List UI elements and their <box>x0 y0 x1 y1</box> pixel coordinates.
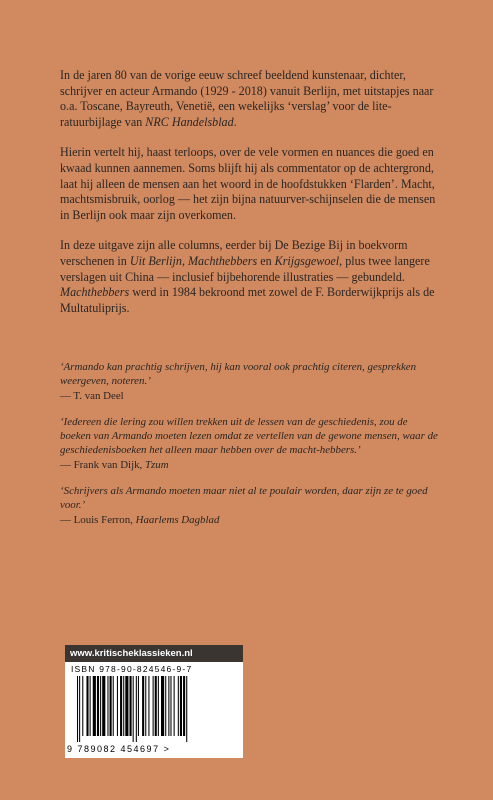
barcode-bar <box>174 676 175 736</box>
barcode-bar <box>183 676 185 736</box>
barcode-bar <box>136 676 137 742</box>
blurb-paragraph-2: Hierin vertelt hij, haast terloops, over de vele vormen en nuances die goed en kwaad kunnen aannemen. Soms blijft hij als commentator op de achtergrond, laat hij alleen de mensen aan het woord in de hoofdstukken ‘Flarden’. Macht, machtsmisbruik, oorlog — het zijn bijna natuurver-schijnselen die de mensen in Berlijn ook maar zijn overkomen. <box>60 145 436 222</box>
barcode-bar <box>138 676 139 736</box>
blurb-text: , <box>181 253 188 268</box>
quote-text: ‘Schrijvers als Armando moeten maar niet al te poulair worden, daar zijn ze te goed voor.’ <box>60 485 428 512</box>
review-quote <box>60 415 440 472</box>
blurb-text: , plus twee langere verslagen uit China — inclusief bijbehorende illustraties — gebundeld. <box>60 253 430 284</box>
newspaper-title: NRC Handelsblad <box>145 114 234 129</box>
barcode-bar <box>100 676 101 736</box>
quote-text: ‘Iedereen die lering zou willen trekken uit de lessen van de geschiedenis, zou de boeken van Armando moeten lezen omdat ze vertellen van de gewone mensen, waar de geschiedenisboeken het alleen maar hebben over de macht-hebbers.’ <box>60 415 438 457</box>
barcode-bar <box>168 676 169 736</box>
barcode-bar <box>153 676 154 736</box>
review-quote <box>60 484 440 527</box>
barcode-bar <box>117 676 118 736</box>
blurb-paragraph-3 <box>60 238 440 316</box>
barcode-bar <box>142 676 144 736</box>
barcode-bar <box>148 676 149 736</box>
quote-publication: Haarlems Dagblad <box>135 513 220 526</box>
quote-source <box>60 513 440 527</box>
review-quotes <box>60 360 440 539</box>
barcode-bar <box>82 676 83 736</box>
barcode-bar <box>77 676 78 742</box>
blurb-text: werd in 1984 bekroond met zowel de F. Borderwijkprijs als de Multatuliprijs. <box>60 285 435 315</box>
quote-author: — T. van Deel <box>60 389 124 402</box>
barcode-icon <box>77 676 233 742</box>
barcode-bar <box>165 676 166 736</box>
quote-author: — Frank van Dijk, <box>60 458 145 471</box>
barcode-bar <box>113 676 114 736</box>
barcode-bar <box>133 676 134 742</box>
book-title: Uit Berlijn <box>129 253 182 268</box>
blurb-text: In deze uitgave zijn alle columns, eerder bij De Bezige Bij in boekvorm verschenen in <box>60 238 408 268</box>
barcode-bar <box>178 676 179 736</box>
blurb-text: en <box>257 253 275 268</box>
blurb-text: . <box>233 114 237 129</box>
book-title: Machthebbers <box>187 253 258 268</box>
barcode-bar <box>123 676 124 736</box>
quote-text: ‘Armando kan prachtig schrijven, hij kan vooral ook prachtig citeren, gesprekken weergeven, noteren.’ <box>60 361 417 388</box>
barcode-bar <box>130 676 132 736</box>
quote-source <box>60 458 440 472</box>
barcode-bar <box>186 676 187 742</box>
barcode-bar <box>107 676 108 736</box>
quote-author: — Louis Ferron, <box>60 513 136 526</box>
publisher-url[interactable]: www.kritischeklassieken.nl <box>65 645 243 662</box>
book-title: Krijgsgewoel <box>274 253 340 268</box>
barcode-bar <box>161 676 164 736</box>
blurb-text: In de jaren 80 van de vorige eeuw schreef beeldend kunstenaar, dichter, schrijver en acteur Armando (1929 - 2018) vanuit Berlijn, met uitstapjes naar o.a. Toscane, Bayreuth, Venetië, een wekelijks ‘verslag’ voor de lite-ratuurbijlage van <box>60 68 434 129</box>
blurb <box>60 68 440 331</box>
quote-publication: Tzum <box>145 458 169 471</box>
barcode-bar <box>102 676 105 736</box>
blurb-paragraph-1 <box>60 68 440 130</box>
review-quote <box>60 360 440 403</box>
barcode-bar <box>125 676 128 736</box>
barcode-bar <box>170 676 171 736</box>
barcode-bar <box>90 676 91 736</box>
barcode-bar <box>79 676 80 742</box>
quote-source <box>60 389 440 403</box>
book-title: Machthebbers <box>60 285 130 300</box>
isbn-label: ISBN 978-90-824546-9-7 <box>71 664 193 674</box>
barcode-bar <box>93 676 96 736</box>
barcode-box <box>65 662 243 758</box>
barcode-panel <box>65 645 243 758</box>
barcode-bar <box>158 676 159 736</box>
barcode-digits: 9 789082 454697 > <box>67 744 171 754</box>
barcode-bar <box>110 676 112 736</box>
barcode-bar <box>145 676 146 736</box>
barcode-bar <box>97 676 99 736</box>
barcode-bar <box>120 676 122 736</box>
barcode-bar <box>86 676 88 736</box>
barcode-bar <box>155 676 157 736</box>
barcode-bar <box>180 676 182 736</box>
